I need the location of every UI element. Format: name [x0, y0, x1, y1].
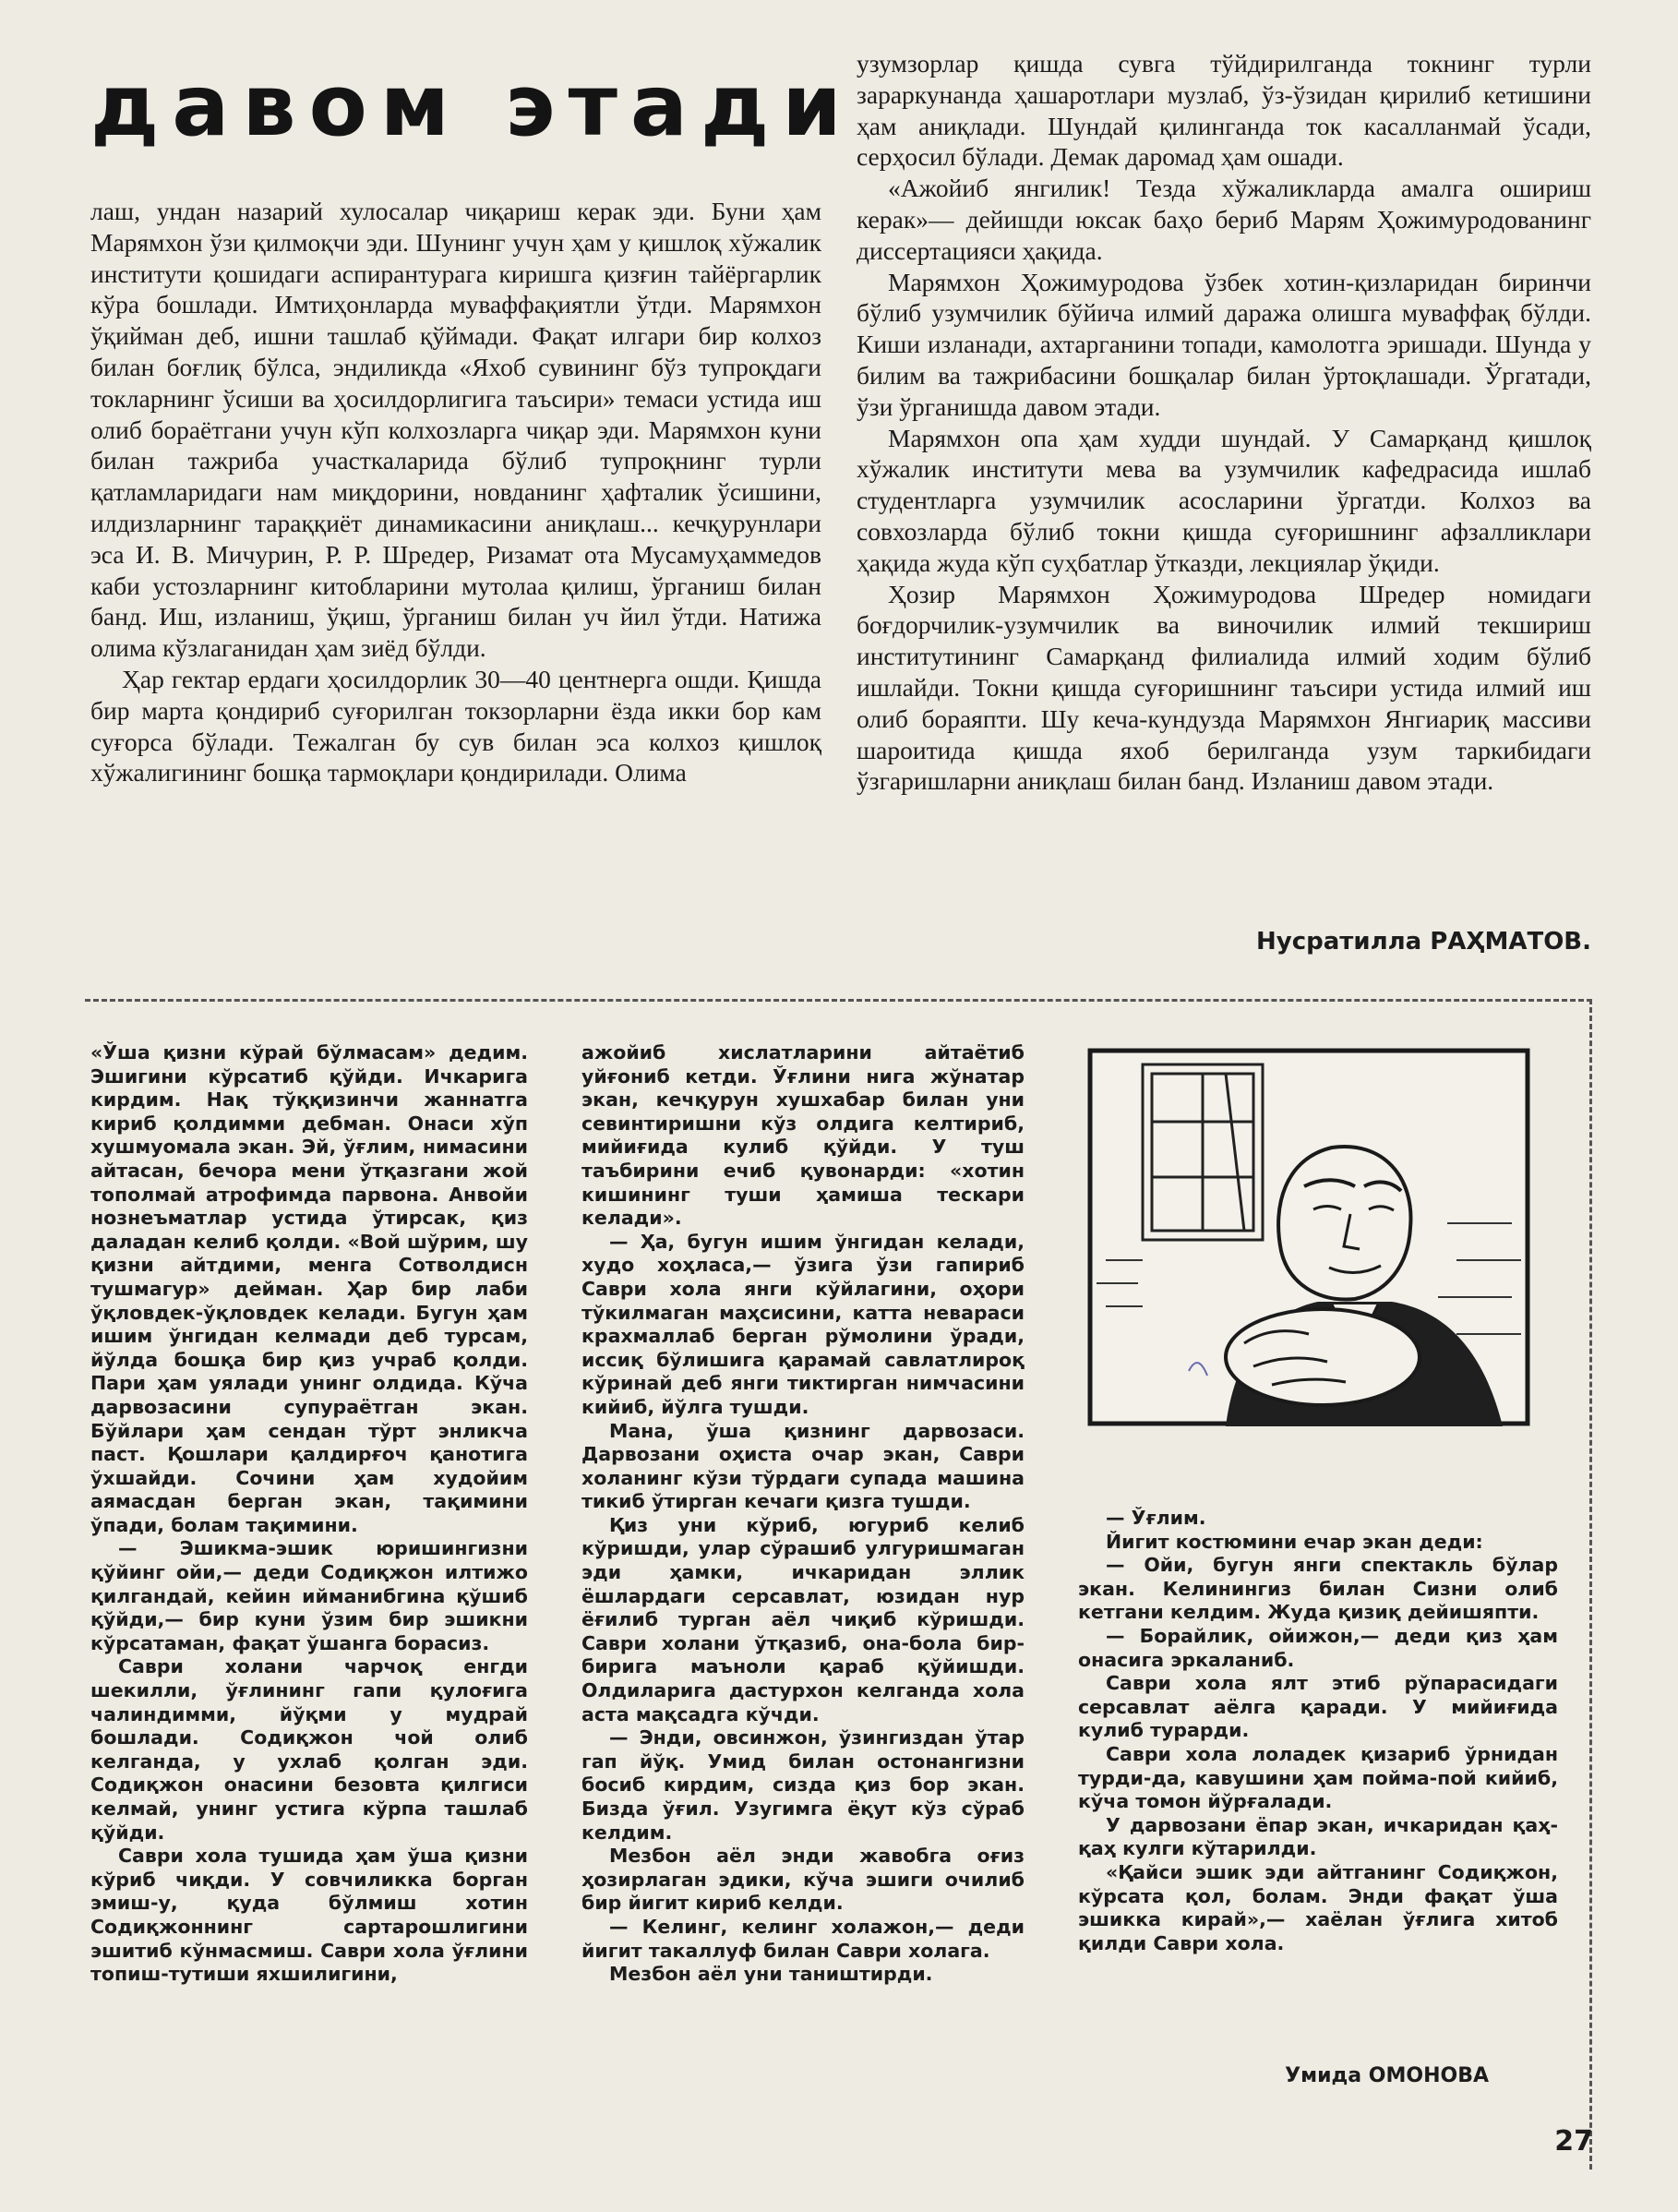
story-paragraph: ажойиб хислатларини айтаётиб уйғониб кетди. Ўғлини нига жўнатар экан, кечқурун хушхабар билан уни севинтиришни кўз олдига келтириб, мийиғида кулиб қўйди. У туш таъбирини ечиб қувонарди: «хотин кишининг туши ҳамиша тескари келади».: [581, 1041, 1025, 1230]
story-paragraph: У дарвозани ёпар экан, ичкаридан қаҳ-қаҳ кулги кўтарилди.: [1078, 1813, 1558, 1860]
story-column-1: [90, 1041, 528, 1987]
story-paragraph: Саври холани чарчоқ енгди шекилли, ўғлининг гапи қулоғига чалиндимми, йўқми у мудрай бошлади. Содиқжон чой олиб келганда, у ухлаб қолган эди. Содиқжон онасини безовта қилгиси келмай, унинг устига кўрпа ташлаб қўйди.: [90, 1655, 528, 1844]
story-paragraph: — Ўғлим.: [1106, 1507, 1206, 1529]
article-paragraph: «Ажойиб янгилик! Тезда хўжаликларда амалга ошириш керак»— дейишди юксак баҳо бериб Марям Ҳожимуродованинг диссертацияси ҳақида.: [857, 174, 1591, 265]
story-paragraph: Саври хола ялт этиб рўпарасидаги серсавлат аёлга қаради. У мийиғида кулиб турарди.: [1078, 1672, 1558, 1742]
story-paragraph: — Келинг, келинг холажон,— деди йигит такаллуф билан Саври холага.: [581, 1915, 1025, 1962]
story-paragraph: «Ўша қизни кўрай бўлмасам» дедим. Эшигини кўрсатиб қўйди. Ичкарига кирдим. Нақ тўққизинчи жаннатга кириб қолдимми дебман. Онаси хўп хушмуомала экан. Эй, ўғлим, нимасини айтасан, бечора мени ўтқазгани жой тополмай атрофимда парвона. Анвойи нознеъматлар устида ўтирсак, қиз даладан келиб қолди. «Вой шўрим, шу қизни айтдими, менга Сотволдисн тушмагур» дейман. Ҳар бир лаби ўқловдек-ўқловдек келади. Бугун ҳам ишим ўнгидан келмади деб турсам, йўлда бошқа бир қиз учраб қолди. Пари ҳам уялади унинг олдида. Кўча дарвозасини супураётган экан. Бўйлари ҳам сендан тўрт энликча паст. Қошлари қалдирғоч қанотига ўхшайди. Сочини ҳам худойим аямасдан берган экан, тақимини ўпади, болам тақимини.: [90, 1041, 528, 1536]
story-author: Умида ОМОНОВА: [1285, 2064, 1489, 2087]
story-paragraph: Саври хола лоладек қизариб ўрнидан турди-да, кавушини ҳам пойма-пой кийиб, кўча томон йўрғалади.: [1078, 1742, 1558, 1813]
article-author: Нусратилла РАҲМАТОВ.: [1256, 928, 1591, 956]
story-paragraph: Мезбон аёл энди жавобга оғиз ҳозирлаган эдики, кўча эшиги очилиб бир йигит кириб келди.: [581, 1845, 1025, 1915]
story-column-3: [1078, 1507, 1558, 1955]
article-paragraph: Марямхон опа ҳам худди шундай. У Самарқанд қишлоқ хўжалик институти мева ва узумчилик кафедрасида ишлаб студентларга узумчилик асосларини ўргатди. Колхоз ва совхозларда бўлиб токни қишда суғоришнинг афзалликлари ҳақида жуда кўп суҳбатлар ўтказди, лекциялар ўқиди.: [857, 423, 1591, 577]
story-paragraph: Қиз уни кўриб, югуриб келиб кўришди, улар сўрашиб улгуришмаган эди ҳамки, ичкаридан эллик ёшлардаги серсавлат, юзидан нур ёғилиб турган аёл чиқиб кўришди. Саври холани ўтқазиб, она-бола бир-бирига маъноли қараб қўйишди. Олдиларига дастурхон келганда хола аста мақсадга кўчди.: [581, 1513, 1025, 1725]
story-paragraph: Саври хола тушида ҳам ўша қизни кўриб чиқди. У совчиликка борган эмиш-у, қуда бўлмиш хотин Содиқжоннинг сартарошлигини эшитиб кўнмасмиш. Саври хола ўғлини топиш-тутиши яхшилигини,: [90, 1845, 528, 1986]
story-paragraph: — Энди, овсинжон, ўзингиздан ўтар гап йўқ. Умид билан остонангизни босиб кирдим, сизда қиз бор экан. Бизда ўғил. Узугимга ёқут кўз сўраб келдим.: [581, 1726, 1025, 1844]
story-paragraph: Йигит костюмини ечар экан деди:: [1106, 1530, 1483, 1553]
article-left-column: [90, 196, 821, 788]
story-paragraph: — Ҳа, бугун ишим ўнгидан келади, худо хоҳласа,— ўзига ўзи гапириб Саври хола янги кўйлагини, оҳори тўкилмаган маҳсисини, катта невараси крахмаллаб берган рўмолини ўради, иссиқ бўлишига қарамай савлатлироқ кўринай деб янги тиктирган нимчасини кийиб, йўлга тушди.: [581, 1230, 1025, 1418]
article-right-column: [857, 48, 1591, 797]
article-paragraph: узумзорлар қишда сувга тўйдирилганда токнинг турли зараркунанда ҳашаротлари музлаб, ўз-ўзидан қирилиб кетишини ҳам аниқлади. Шундай қилинганда ток касалланмай ўсади, серҳосил бўлади. Демак даромад ҳам ошади.: [857, 49, 1591, 172]
story-illustration: [1087, 1048, 1530, 1426]
page-number: 27: [1554, 2125, 1593, 2158]
page-title: давом этади: [90, 56, 855, 155]
story-paragraph: «Қайси эшик эди айтганинг Содиқжон, кўрсата қол, болам. Энди фақат ўша эшикка кирай»,— хаёлан ўғлига хитоб қилди Саври хола.: [1078, 1860, 1558, 1954]
article-paragraph: Ҳар гектар ердаги ҳосилдорлик 30—40 центнерга ошди. Қишда бир марта қондириб суғорилган токзорларни ёзда икки бор кам суғорса бўлади. Тежалган бу сув билан эса колхоз қишлоқ хўжалигининг бошқа тармоқлари қондирилади. Олима: [90, 664, 821, 787]
story-paragraph: Мезбон аёл уни таништирди.: [609, 1963, 933, 1986]
story-paragraph: — Борайлик, ойижон,— деди қиз ҳам онасига эркаланиб.: [1078, 1624, 1558, 1671]
story-column-2: [581, 1041, 1025, 1987]
article-paragraph: Марямхон Ҳожимуродова ўзбек хотин-қизларидан биринчи бўлиб узумчилик бўйича илмий даража олишга муваффақ бўлди. Киши изланади, ахтарганини топади, камолотга эришади. Шунда у билим ва тажрибасини бошқалар билан ўртоқлашади. Ўргатади, ўзи ўрганишда давом этади.: [857, 267, 1591, 421]
story-paragraph: — Ойи, бугун янги спектакль бўлар экан. Келинингиз билан Сизни олиб кетгани келдим. Жуда қизиқ дейишяпти.: [1078, 1554, 1558, 1624]
article-paragraph: лаш, ундан назарий хулосалар чиқариш керак эди. Буни ҳам Марямхон ўзи қилмоқчи эди. Шунинг учун ҳам у қишлоқ хўжалик институти қошидаги аспирантурага киришга қизғин тайёргарлик кўра бошлади. Имтиҳонларда муваффақиятли ўтди. Марямхон ўқийман деб, ишни ташлаб қўймади. Фақат илгари бир колхоз билан боғлиқ бўлса, эндиликда «Яхоб сувининг бўз тупроқдаги токларнинг ўсиши ва ҳосилдорлигига таъсири» темаси устида иш олиб бораётгани учун кўп колхозларга чиқар эди. Марямхон куни билан тажриба участкаларида бўлиб тупроқнинг турли қатламларидаги нам миқдорини, новданинг ҳафталик ўсишини, илдизларнинг тараққиёт динамикасини аниқлаш... кечқурунлари эса И. В. Мичурин, Р. Р. Шредер, Ризамат ота Мусамуҳаммедов каби устозларнинг китобларини мутолаа қилиш, ўрганиш билан банд. Иш, изланиш, ўқиш, ўрганиш билан уч йил ўтди. Натижа олима кўзлаганидан ҳам зиёд бўлди.: [90, 197, 821, 663]
article-paragraph: Ҳозир Марямхон Ҳожимуродова Шредер номидаги боғдорчилик-узумчилик ва виночилик илмий текшириш институтининг Самарқанд филиалида илмий ходим бўлиб ишлайди. Токни қишда суғоришнинг таъсири устида илмий иш олиб бораяпти. Шу кеча-кундузда Марямхон Янгиариқ массиви шароитида қишда яхоб берилганда узум таркибидаги ўзгаришларни аниқлаш билан банд. Изланиш давом этади.: [857, 579, 1591, 796]
illustration-drawing: [1087, 1048, 1530, 1426]
story-paragraph: — Эшикма-эшик юришингизни қўйинг ойи,— деди Содиқжон илтижо қилгандай, кейин ийманибгина қўшиб қўйди,— бир куни ўзим бир эшикни кўрсатаман, фақат ўшанга борасиз.: [90, 1537, 528, 1654]
story-paragraph: Мана, ўша қизнинг дарвозаси. Дарвозани оҳиста очар экан, Саври холанинг кўзи тўрдаги супада машина тикиб ўтирган кечаги қизга тушди.: [581, 1419, 1025, 1513]
